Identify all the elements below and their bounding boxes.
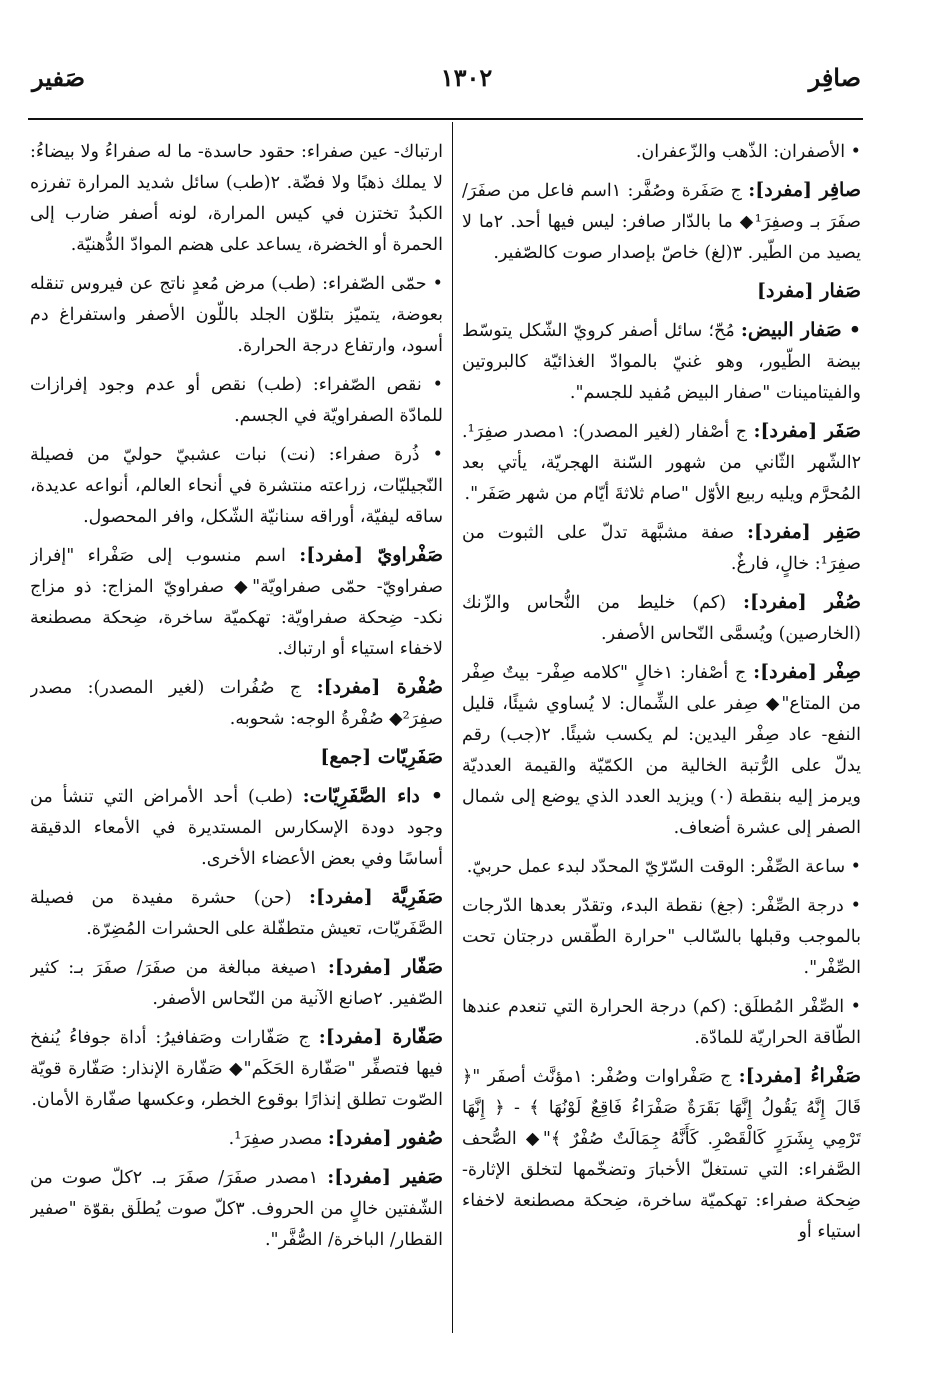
dictionary-entry — [30, 882, 443, 945]
entry-definition: • نقص الصّفراء: (طب) نقص أو عدم وجود إفرازات للمادّة الصفراويّة في الجسم. — [30, 375, 443, 426]
entry-definition: ج صَفَرة وصُفَّر: ١اسم فاعل من صفَرَ/ صفَرَ بـ وصفِرَ¹◆ ما بالدّار صافر: ليس فيها أحد. ٢ما لا يصيد من الطّير. ٣(لغ) خاصّ بإصدار صوت كالصّفير. — [462, 181, 861, 263]
entry-headword: • صَفار البيض: — [740, 319, 861, 341]
dictionary-entry — [462, 416, 861, 510]
entry-definition: صفة مشبَّهة تدلّ على الثبوت من صفِرَ¹: خالٍ، فارغٌ. — [462, 523, 861, 574]
entry-definition: مصدر صفِرَ¹. — [228, 1129, 323, 1149]
entry-headword: صَفَر [مفرد]: — [753, 420, 861, 442]
header-right-word: صافِر — [808, 63, 861, 92]
column-divider — [452, 122, 453, 1333]
dictionary-entry — [30, 439, 443, 533]
entry-headword: صَفّارة [مفرد]: — [318, 1026, 443, 1048]
entry-definition: ج أصْفار (لغير المصدر): ١مصدر صفِرَ¹. ٢الشّهر الثّاني من شهور السّنة الهجريّة، يأتي بعد المُحرَّم ويليه ربيع الأوّل "صام ثلاثةَ أيّام من شهر صَفَر". — [462, 422, 861, 504]
entry-definition: (حن) حشرة مفيدة من فصيلة الصَّفَريّات، تعيش متطفّلة على الحشرات المُضِرّة. — [30, 888, 443, 939]
entry-headword: صَفِر [مفرد]: — [747, 521, 861, 543]
entry-definition: • ساعة الصِّفْر: الوقت السّرّيّ المحدّد لبدء عمل حربيّ. — [466, 857, 861, 877]
entry-definition: • الصِّفْر المُطلَق: (كم) درجة الحرارة التي تنعدم عندها الطّاقة الحراريّة للمادّة. — [462, 997, 861, 1048]
entry-definition: اسم منسوب إلى صَفْراء "إفراز صفراويّ- حمّى صفراويّة"◆ صفراويّ المزاج: ذو مزاج نكد- ضِحكة صفراويّة: تهكميّة ساخرة، ضِحكة مصطنعة لاخفاء استياء أو ارتباك. — [30, 546, 443, 659]
header-left-word: صَفير — [32, 63, 86, 92]
dictionary-entry — [462, 1061, 861, 1248]
entry-definition: • درجة الصِّفْر: (جغ) نقطة البدء، وتقدّر بعدها الدّرجات بالموجب وقبلها بالسّالب "حرارة الطّقس درجتان تحت الصِّفْر". — [462, 896, 861, 978]
page-number: ١٣٠٢ — [440, 63, 493, 92]
dictionary-entry — [30, 540, 443, 665]
dictionary-entry — [462, 517, 861, 580]
entry-definition: (طب) أحد الأمراض التي تنشأ من وجود دودة الإسكارس المستديرة في الأمعاء الدقيقة أساسًا وفي بعض الأعضاء الأخرى. — [30, 787, 443, 869]
entry-definition: ١مصدر صفَرَ/ صفَرَ بـ. ٢كلّ صوت من الشّفتين خالٍ من الحروف. ٣كلّ صوت يُطلَق بقوّة "صفير القطار/ الباخرة/ الصُّفَّر". — [30, 1168, 443, 1250]
dictionary-entry — [462, 890, 861, 984]
dictionary-entry — [30, 369, 443, 432]
dictionary-entry — [30, 1022, 443, 1116]
dictionary-entry — [462, 136, 861, 168]
dictionary-entry — [30, 268, 443, 362]
entry-headword: صَفَرِيَّة [مفرد]: — [309, 886, 443, 908]
dictionary-entry — [30, 781, 443, 875]
entry-headword: صُفور [مفرد]: — [327, 1127, 443, 1149]
entry-headword: صَفار [مفرد] — [756, 280, 861, 302]
dictionary-entry — [462, 587, 861, 650]
entry-definition: مُحّ؛ سائل أصفر كرويّ الشّكل يتوسّط بيضة الطّيور، وهو غنيّ بالموادّ الغذائيّة كالبروتين والفيتامينات "صفار البيض مُفيد للجسم". — [462, 321, 861, 403]
entry-definition: ج صَفْراوات وصُفْر: ١مؤنَّث أصفَر "﴿ قَالَ إِنَّهُ يَقُولُ إِنَّهَا بَقَرَةٌ صَفْرَاءُ فَاقِعٌ لَوْنُهَا ﴾ - ﴿ إِنَّهَا تَرْمِي بِشَرَرٍ كَالْقَصْرِ. كَأَنَّهُ جِمَالَتٌ صُفْرٌ ﴾"◆ الصُّحف الصَّفراء: التي تستغلّ الأخبارَ وتضخّمها لتخلق الإثارة- ضِحكة صفراء: تهكميّة ساخرة، ضِحكة مصطنعة لاخفاء استياء أو — [462, 1067, 861, 1242]
entry-headword: صَفْراويّ [مفرد]: — [299, 544, 443, 566]
dictionary-entry — [30, 136, 443, 261]
entry-definition: • حمّى الصّفراء: (طب) مرض مُعدٍ ناتج عن فيروس تنقله بعوضة، يتميّز بتلوّن الجلد باللّون الأصفر واستفراغ دم أسود، وارتفاع درجة الحرارة. — [30, 274, 443, 356]
entry-headword: صَفَرِيّات [جمع] — [320, 746, 443, 768]
entry-headword: صُفْرة [مفرد]: — [316, 676, 443, 698]
dictionary-entry — [30, 672, 443, 735]
entry-definition: ج صَفّارات وصَفافيرُ: أداة جوفاءُ يُنفخ فيها فتصفِّر "صَفّارة الحَكَم"◆ صَفّارة الإنذار: صَفّارة قويّة الصّوت تطلق إنذارًا بوقوع الخطر، وعكسها صفّارة الأمان. — [30, 1028, 443, 1110]
entry-headword: صُفْر [مفرد]: — [743, 591, 861, 613]
entry-definition: • ذُرة صفراء: (نت) نبات عشبيّ حوليّ من فصيلة النّجيليّات، زراعته منتشرة في أنحاء العالم، أنواعه عديدة، ساقه ليفيّة، أوراقه سنانيّة الشّكل، وافر المحصول. — [30, 445, 443, 527]
entry-headword: • داء الصَّفَرِيّات: — [302, 785, 443, 807]
entry-definition: • الأصفران: الذّهب والزّعفران. — [635, 142, 861, 162]
entry-definition: ١صيغة مبالغة من صفَرَ/ صفَرَ بـ: كثير الصّفير. ٢صانع الآنية من النّحاس الأصفر. — [30, 958, 443, 1009]
entry-headword: صَفّار [مفرد]: — [327, 956, 443, 978]
right-column — [462, 136, 861, 1255]
dictionary-entry — [30, 952, 443, 1015]
dictionary-entry — [30, 1162, 443, 1256]
entry-headword: صِفْر [مفرد]: — [753, 661, 861, 683]
entry-definition: ارتباك- عين صفراء: حقود حاسدة- ما له صفراءُ ولا بيضاءُ: لا يملك ذهبًا ولا فضّة. ٢(طب) سائل شديد المرارة تفرزه الكبدُ تختزن في كيس المرارة، لونه أصفر ضارب إلى الحمرة أو الخضرة، يساعد على هضم الموادّ الدُّهنيّة. — [30, 142, 443, 255]
entry-headword: صَفْراءُ [مفرد]: — [738, 1065, 861, 1087]
entry-headword: صافِر [مفرد]: — [748, 179, 861, 201]
entry-definition: ج صُفُرات (لغير المصدر): مصدر صفِرَ²◆ صُفْرةُ الوجه: شحوبه. — [30, 678, 443, 729]
dictionary-entry — [462, 315, 861, 409]
dictionary-entry — [462, 657, 861, 844]
entry-headword: صَفير [مفرد]: — [327, 1166, 443, 1188]
dictionary-entry — [462, 991, 861, 1054]
dictionary-entry — [462, 276, 861, 308]
dictionary-entry — [30, 1123, 443, 1155]
dictionary-entry — [30, 742, 443, 774]
dictionary-entry — [462, 851, 861, 883]
left-column — [30, 136, 443, 1263]
header-rule — [28, 118, 863, 120]
entry-definition: ج أصْفار: ١خالٍ "كلامه صِفْر- بيتٌ صِفْر من المتاع"◆ صِفر على الشِّمال: لا يُساوي شيئًا، قليل النفع- عاد صِفْر اليدين: لم يكسب شيئًا. ٢(جب) رقم يدلّ على الرُّتبة الخالية من الكمّيّة والقيمة العدديّة ويرمز إليه بنقطة (٠) ويزيد العدد الذي يوضع إلى شمال الصفر إلى عشرة أضعاف. — [462, 663, 861, 838]
dictionary-entry — [462, 175, 861, 269]
entry-definition: (كم) خليط من النُّحاس والزّنك (الخارصين) ويُسمَّى النّحاس الأصفر. — [462, 593, 861, 644]
